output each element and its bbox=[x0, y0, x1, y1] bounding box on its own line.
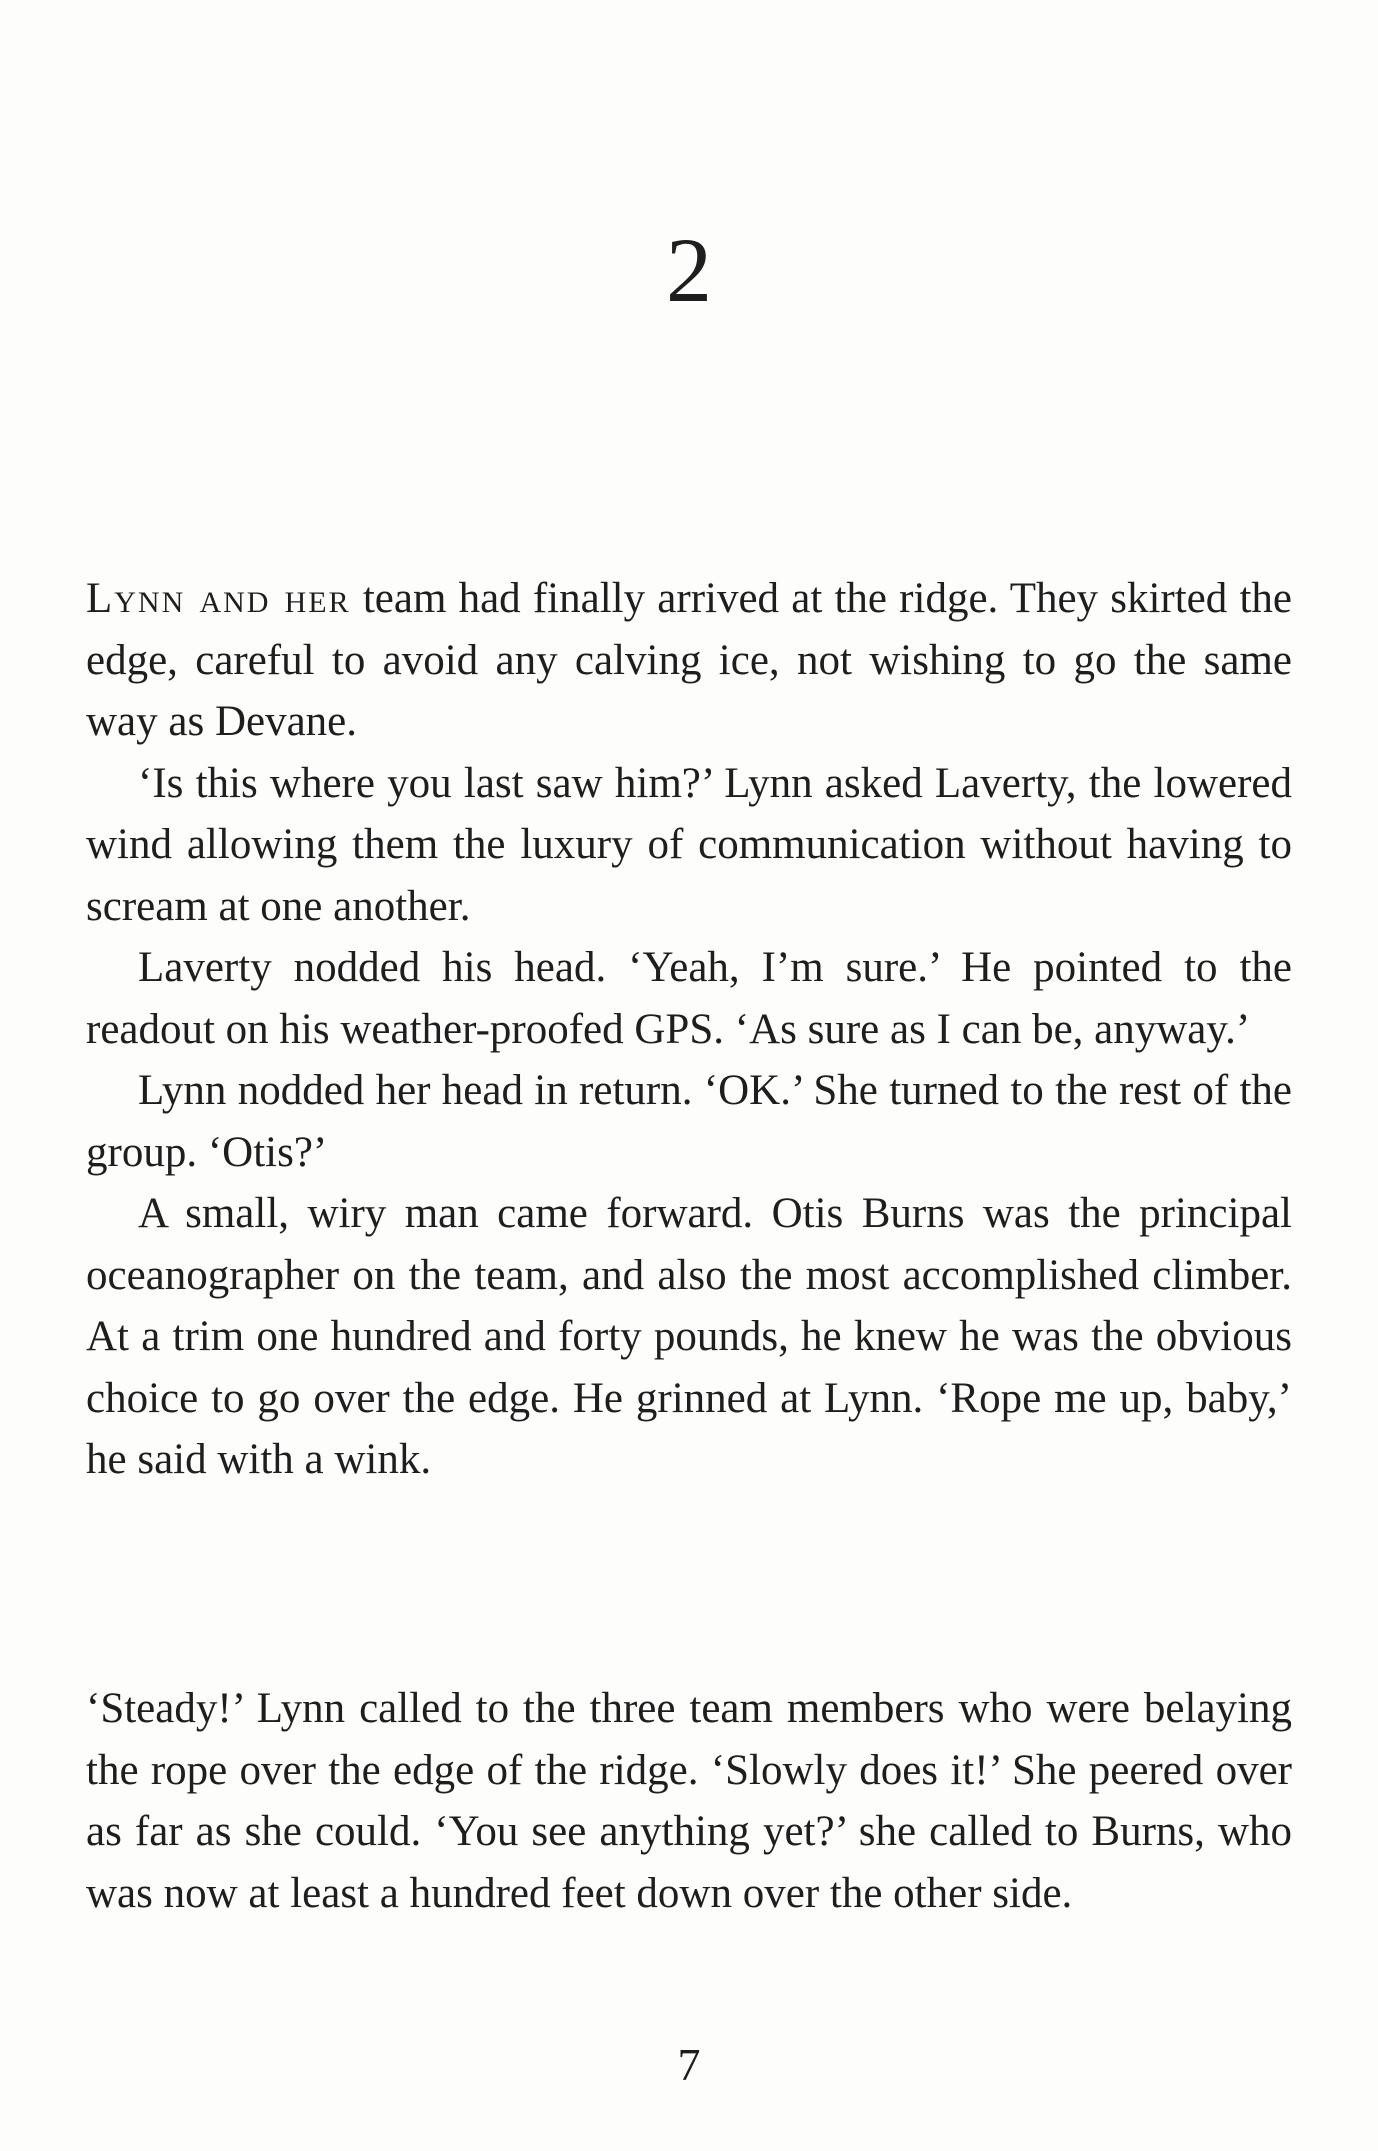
paragraph-2: ‘Is this where you last saw him?’ Lynn asked Laverty, the lowered wind allowing them the luxury of communication without having to scream at one another. bbox=[86, 759, 1292, 930]
section-2 bbox=[86, 1678, 1292, 1924]
paragraph-3: Laverty nodded his head. ‘Yeah, I’m sure.’ He pointed to the readout on his weather-proofed GPS. ‘As sure as I can be, anyway.’ bbox=[86, 944, 1292, 1053]
paragraph-4: Lynn nodded her head in return. ‘OK.’ She turned to the rest of the group. ‘Otis?’ bbox=[86, 1067, 1292, 1176]
chapter-number: 2 bbox=[666, 219, 712, 321]
paragraph-6: ‘Steady!’ Lynn called to the three team members who were belaying the rope over the edge of the ridge. ‘Slowly does it!’ She peered over as far as she could. ‘You see anything yet?’ she called to Burns, who was now at least a hundred feet down over the other side. bbox=[86, 1685, 1292, 1917]
section-1 bbox=[86, 568, 1292, 1491]
paragraph-1-text: team had finally arrived at the ridge. They skirted the edge, careful to avoid any calving ice, not wishing to go the same way as Devane. bbox=[86, 575, 1292, 745]
paragraph-1 bbox=[86, 568, 1292, 753]
opening-small-caps: Lynn and her bbox=[86, 575, 351, 622]
page-number: 7 bbox=[677, 2039, 701, 2090]
paragraph-5: A small, wiry man came forward. Otis Burns was the principal oceanographer on the team, and also the most accomplished climber. At a trim one hundred and forty pounds, he knew he was the obvious choice to go over the edge. He grinned at Lynn. ‘Rope me up, baby,’ he said with a wink. bbox=[86, 1190, 1292, 1483]
